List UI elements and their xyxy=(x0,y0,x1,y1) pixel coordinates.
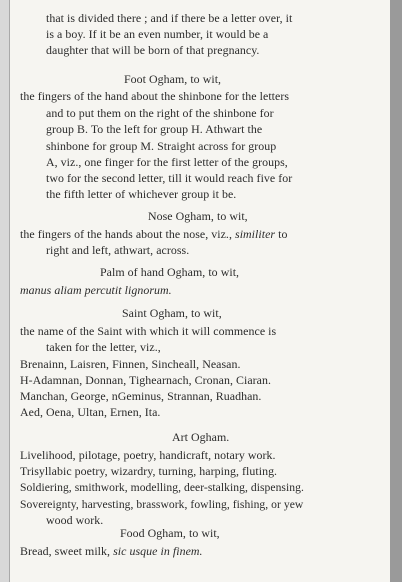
text-line: daughter that will be born of that pregnancy. xyxy=(46,43,260,57)
text-line: wood work. xyxy=(46,513,104,527)
text-line xyxy=(20,544,203,559)
text-run: to xyxy=(278,227,288,241)
text-line: H-Adamnan, Donnan, Tighearnach, Cronan, Ciaran. xyxy=(20,373,272,387)
section-heading: Palm of hand Ogham, to wit, xyxy=(100,265,240,279)
left-page-edge xyxy=(0,0,10,582)
text-line: taken for the letter, viz., xyxy=(46,340,161,354)
text-line: two for the second letter, till it would reach five for xyxy=(46,171,293,185)
text-line: Soldiering, smithwork, modelling, deer-stalking, dispensing. xyxy=(20,481,304,494)
text-line: that is divided there ; and if there be a letter over, it xyxy=(46,11,293,25)
text-line: and to put them on the right of the shinbone for xyxy=(46,106,274,120)
section-heading: Saint Ogham, to wit, xyxy=(122,306,222,320)
text-line: the name of the Saint with which it will commence is xyxy=(20,324,277,338)
section-heading: Foot Ogham, to wit, xyxy=(124,72,222,86)
text-line: Brenainn, Laisren, Finnen, Sincheall, Neasan. xyxy=(20,357,241,371)
text-line: shinbone for group M. Straight across for group xyxy=(46,139,277,153)
latin-term: similiter xyxy=(235,227,276,241)
latin-line xyxy=(20,283,172,298)
text-line xyxy=(20,227,288,242)
text-line: the fifth letter of whichever group it be. xyxy=(46,187,237,201)
section-heading: Food Ogham, to wit, xyxy=(120,526,220,540)
text-line: the fingers of the hand about the shinbone for the letters xyxy=(20,89,290,103)
right-page-edge xyxy=(390,0,402,582)
section-heading: Nose Ogham, to wit, xyxy=(148,209,248,223)
latin-term: sic usque in finem. xyxy=(113,544,203,558)
text-line: Sovereignty, harvesting, brasswork, fowling, fishing, or yew xyxy=(20,498,304,511)
text-line: Livelihood, pilotage, poetry, handicraft, notary work. xyxy=(20,448,276,462)
text-run: the fingers of the hands about the nose, viz., xyxy=(20,227,232,241)
text-line: group B. To the left for group H. Athwart the xyxy=(46,122,263,136)
text-line: Aed, Oena, Ultan, Ernen, Ita. xyxy=(20,405,161,419)
book-page xyxy=(10,0,390,582)
text-line: Manchan, George, nGeminus, Strannan, Ruadhan. xyxy=(20,389,262,403)
section-heading: Art Ogham. xyxy=(172,430,230,444)
text-line: A, viz., one finger for the first letter of the groups, xyxy=(46,155,288,169)
latin-phrase: manus aliam percutit lignorum. xyxy=(20,283,172,297)
text-line: is a boy. If it be an even number, it would be a xyxy=(46,27,269,41)
text-line: Trisyllabic poetry, wizardry, turning, harping, fluting. xyxy=(20,464,278,478)
text-line: right and left, athwart, across. xyxy=(46,243,190,257)
text-run: Bread, sweet milk, xyxy=(20,544,111,558)
